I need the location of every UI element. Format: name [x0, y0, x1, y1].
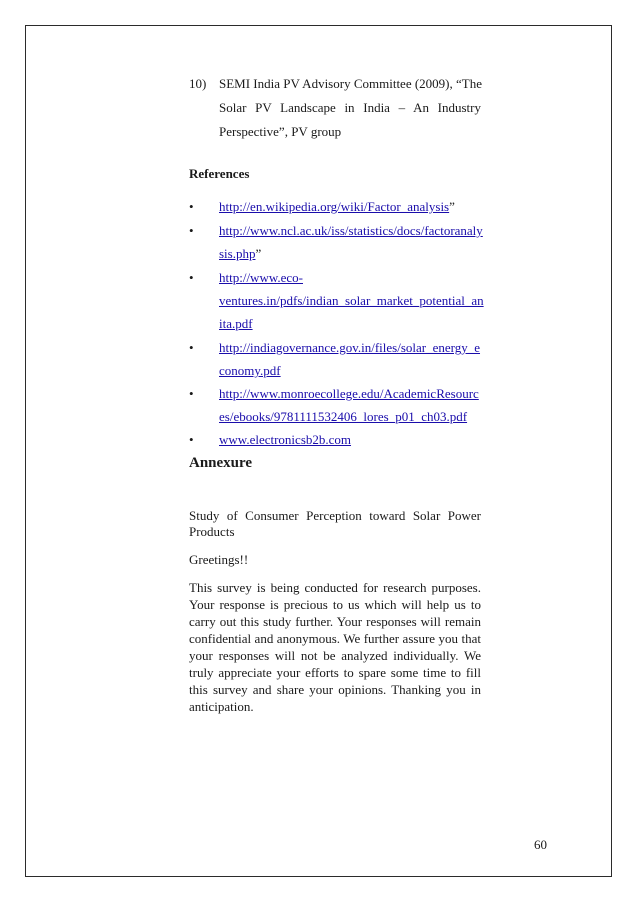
reference-link[interactable]: http://www.eco- — [219, 270, 303, 285]
reference-link[interactable]: es/ebooks/9781111532406_lores_p01_ch03.pdf — [219, 409, 468, 424]
reference-link[interactable]: ita.pdf — [219, 316, 253, 331]
body-line: carry out this study further. Your responses will remain — [189, 614, 481, 629]
reference-link-item — [219, 340, 480, 356]
link-suffix: ” — [449, 199, 455, 214]
link-suffix: ” — [255, 246, 262, 261]
reference-link[interactable]: http://en.wikipedia.org/wiki/Factor_analysis — [219, 199, 450, 214]
body-line: confidential and anonymous. We further assure you that — [189, 631, 481, 646]
body-line: Your response is precious to us which will help us to — [189, 597, 481, 612]
reference-link-item — [219, 409, 467, 425]
reference-link[interactable]: http://www.ncl.ac.uk/iss/statistics/docs/factoranaly — [219, 223, 483, 238]
page-border — [25, 25, 612, 877]
reference-link-item — [219, 293, 484, 309]
bullet-icon: • — [189, 432, 194, 447]
bullet-icon: • — [189, 223, 194, 238]
annexure-heading: Annexure — [189, 455, 253, 471]
reference-link-item — [219, 270, 303, 286]
reference-link-item — [219, 199, 455, 215]
reference-link-item — [219, 246, 261, 262]
body-line: this survey and share your opinions. Thanking you in — [189, 682, 481, 697]
reference-link[interactable]: sis.php — [219, 246, 256, 261]
reference-link[interactable]: conomy.pdf — [219, 363, 281, 378]
bullet-icon: • — [189, 340, 194, 355]
references-heading: References — [189, 166, 250, 181]
reference-link-item — [219, 363, 281, 379]
reference-link-item — [219, 432, 351, 448]
reference-link-item — [219, 223, 483, 239]
bullet-icon: • — [189, 386, 194, 401]
body-line: truly appreciate your efforts to spare some time to fill — [189, 665, 481, 680]
study-title-line: Study of Consumer Perception toward Solar Power — [189, 508, 481, 523]
body-line: anticipation. — [189, 699, 254, 714]
reference-link[interactable]: ventures.in/pdfs/indian_solar_market_potential_an — [219, 293, 484, 308]
reference-number: 10) — [189, 76, 207, 91]
reference-line: Perspective”, PV group — [219, 124, 342, 139]
reference-link-item — [219, 386, 479, 402]
body-line: This survey is being conducted for research purposes. — [189, 580, 481, 595]
page-number: 60 — [534, 837, 547, 852]
bullet-icon: • — [189, 199, 194, 214]
body-line: your responses will not be analyzed individually. We — [189, 648, 481, 663]
reference-link[interactable]: www.electronicsb2b.com — [219, 432, 352, 447]
reference-link[interactable]: http://www.monroecollege.edu/AcademicResourc — [219, 386, 479, 401]
bullet-icon: • — [189, 270, 194, 285]
reference-line: SEMI India PV Advisory Committee (2009), “The — [219, 76, 482, 91]
reference-line: Solar PV Landscape in India – An Industry — [219, 100, 481, 115]
reference-link[interactable]: http://indiagovernance.gov.in/files/solar_energy_e — [219, 340, 481, 355]
greeting-text: Greetings!! — [189, 552, 249, 567]
study-title-line: Products — [189, 524, 235, 539]
reference-link-item — [219, 316, 253, 332]
